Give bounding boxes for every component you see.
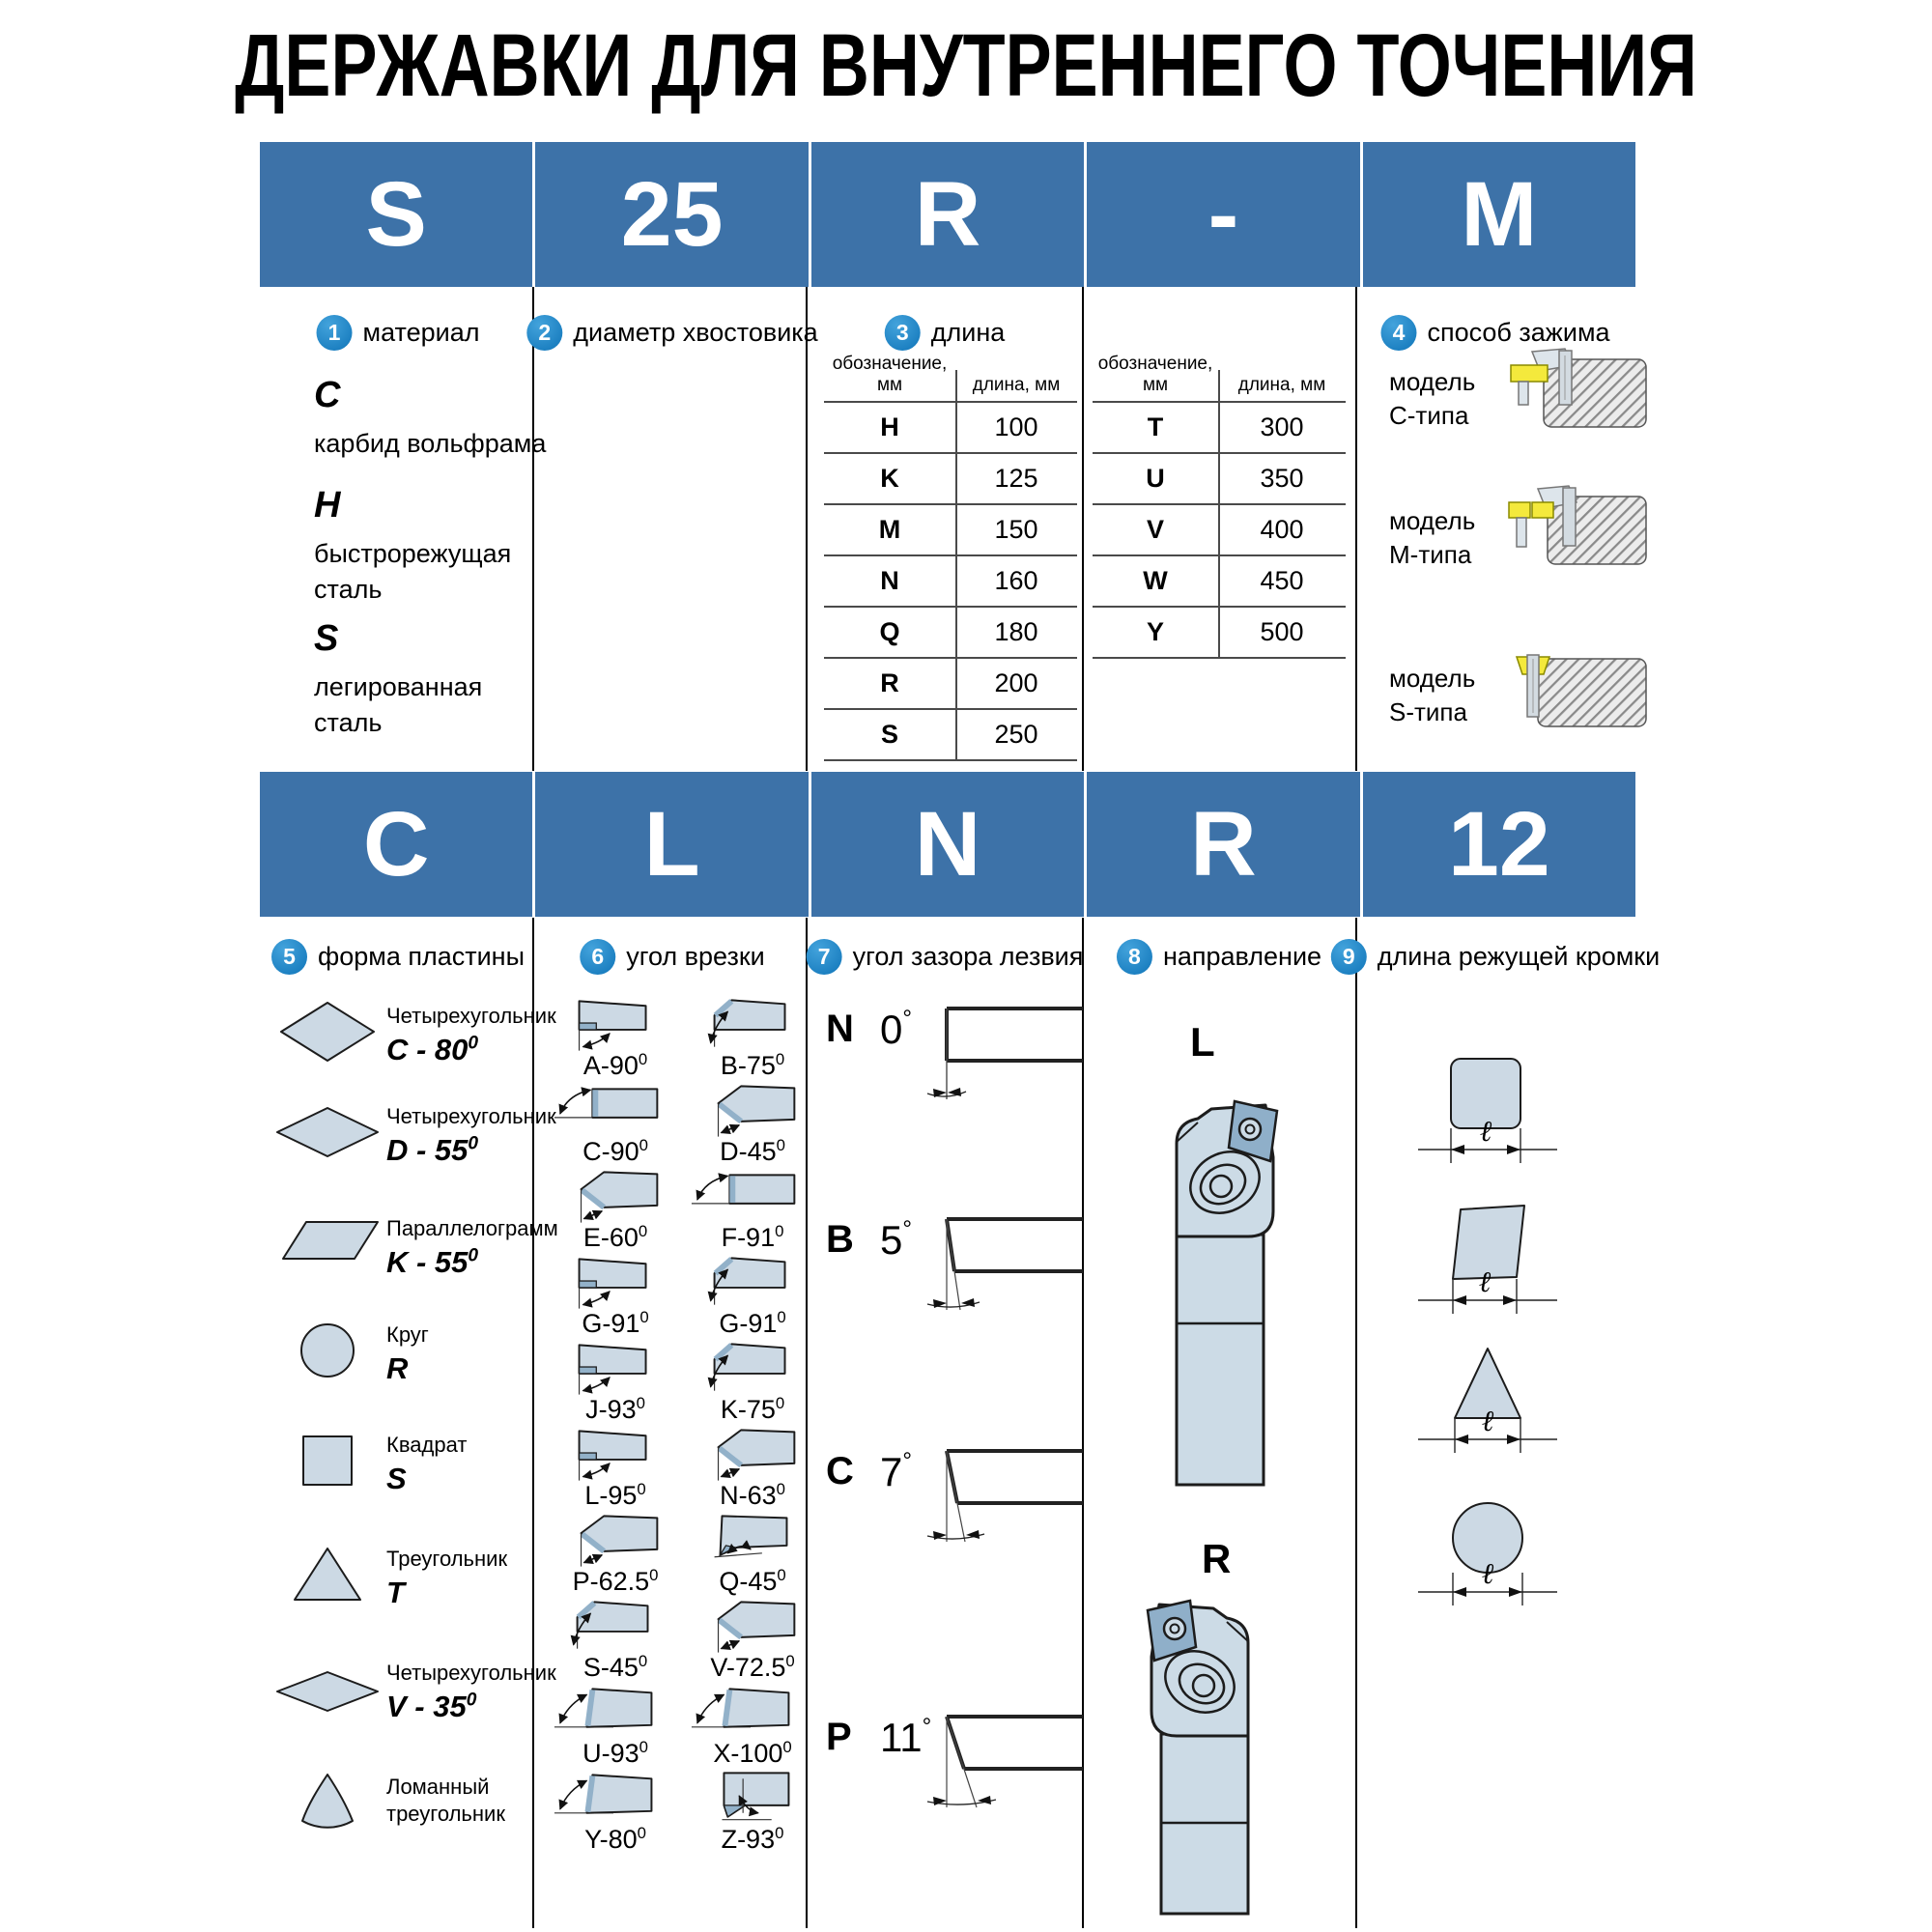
lead-angle-point-icon [688,1599,817,1660]
length-code: V [1146,515,1164,544]
svg-text:ℓ: ℓ [1481,1557,1494,1591]
svg-text:ℓ: ℓ [1479,1115,1492,1149]
clearance-angle-row [826,1708,1116,1833]
insert-shape-name: Ломанный треугольник [386,1775,505,1826]
insert-shape-name: Четырехугольник [386,1661,556,1685]
length-value: 300 [1260,412,1304,441]
length-code: Q [879,617,900,646]
lead-angle-label: $Z-93^0$ [721,1824,784,1854]
section-heading [1117,939,1321,975]
insert-shape-name: Четырехугольник [386,1104,556,1128]
length-table-row [824,556,1077,608]
divider-line [1355,287,1357,771]
lead-angle-label: V-72.5$^0$ [710,1652,795,1682]
direction-label-l: L [1190,1019,1215,1065]
lead-angle-step-icon [551,997,680,1058]
clearance-code: C [826,1450,854,1492]
material-desc: карбид вольфрама [314,429,547,458]
insert-shape-label [386,1546,507,1610]
insert-shape-code: K - $55^0$ [386,1245,479,1279]
insert-shape-label [386,1432,467,1496]
length-table [1093,354,1346,659]
trigon-icon [273,1772,382,1838]
lead-angle-point-icon [551,1169,680,1230]
lead-angle-label: $S-45^0$ [582,1652,648,1682]
clearance-angle-row [826,1000,1116,1125]
insert-shape-label [386,1774,505,1828]
section-heading-label: длина режущей кромки [1377,942,1661,971]
section-heading-label: способ зажима [1427,318,1610,347]
lead-angle-label: $Q-45^0$ [719,1566,786,1596]
length-code: S [880,720,898,749]
length-code: W [1143,566,1168,595]
length-code: T [1147,412,1164,441]
insert-shape-name: Треугольник [386,1547,508,1571]
divider-line [806,287,808,771]
lead-angle-vert-icon [688,1169,817,1230]
lead-angle-label: $D-45^0$ [720,1136,785,1166]
length-value: 500 [1260,617,1304,646]
designation-cell-top: 25 [535,142,808,287]
edge-length-circle-icon [1403,1488,1573,1620]
designation-cell-top: R [811,142,1084,287]
insert-shape-code: S [386,1462,407,1495]
material-item [314,485,584,608]
page-title: ДЕРЖАВКИ ДЛЯ ВНУТРЕННЕГО ТОЧЕНИЯ [235,16,1697,116]
lead-angle-label: $E-60^0$ [582,1222,648,1252]
col-header: длина, мм [972,375,1061,395]
col-header: обозначение, мм [832,354,948,395]
length-table-row [824,608,1077,659]
section-heading [1331,939,1660,975]
designation-cell-top: S [260,142,532,287]
section-number-badge: 4 [1380,315,1416,351]
section-number-badge: 7 [807,939,842,975]
section-heading [807,939,1084,975]
insert-shape-label [386,1321,429,1386]
material-item [314,618,584,741]
length-value: 180 [994,617,1038,646]
insert-shape-code: V - $35^0$ [386,1690,477,1723]
lead-angle-label: $N-63^0$ [720,1480,785,1510]
insert-shape-name: Круг [386,1322,429,1347]
length-value: 400 [1260,515,1304,544]
length-value: 250 [994,720,1038,749]
lead-angle-step-icon [551,1427,680,1488]
length-value: 450 [1260,566,1304,595]
lead-angle-label: $F-91^0$ [721,1222,784,1252]
direction-label-r: R [1202,1536,1232,1581]
length-code: Y [1146,617,1164,646]
length-value: 150 [994,515,1038,544]
lead-angle-label: $K-75^0$ [720,1394,785,1424]
material-desc: быстрорежущая сталь [314,539,512,604]
triangle-icon [273,1544,382,1610]
edge-length-triangle-icon [1403,1335,1573,1467]
lead-angle-bevel-icon [688,997,817,1058]
clearance-value: 0° [880,1006,912,1052]
insert-shape-name: Параллелограмм [386,1216,558,1240]
insert-shape-code: T [386,1576,405,1609]
lead-angle-slant-icon [551,1685,680,1746]
insert-shape-label [386,1003,556,1067]
length-code: K [880,464,899,493]
clearance-angle-row [826,1210,1116,1336]
diamond-55-icon [273,1101,382,1168]
lead-angle-label: $J-93^0$ [585,1394,645,1424]
section-number-badge: 3 [885,315,921,351]
insert-shape-label [386,1103,556,1168]
clearance-value: 7° [880,1448,912,1494]
clamp-c-type-icon [1505,346,1650,436]
section-number-badge: 6 [580,939,615,975]
table-divider [955,370,957,761]
svg-text:ℓ: ℓ [1481,1405,1494,1438]
designation-cell-bottom: N [811,772,1084,917]
section-number-badge: 1 [317,315,353,351]
col-header: обозначение, мм [1097,354,1213,395]
lead-angle-label: $B-75^0$ [720,1050,785,1080]
section-heading [885,315,1006,351]
section-heading-label: форма пластины [318,942,525,971]
length-value: 100 [994,412,1038,441]
lead-angle-bevel-icon [551,1599,680,1660]
section-heading [526,315,817,351]
lead-angle-bevel-icon [688,1255,817,1316]
lead-angle-point-icon [551,1513,680,1574]
clearance-code: N [826,1008,854,1050]
material-code: C [314,375,341,415]
designation-cell-bottom: R [1087,772,1359,917]
designation-cell-top: - [1087,142,1359,287]
edge-length-rhomboid-icon [1403,1196,1573,1328]
parallelogram-icon [273,1213,382,1280]
lead-angle-label: $C-90^0$ [582,1136,648,1166]
lead-angle-bevel-icon [688,1341,817,1402]
lead-angle-label: $Y-80^0$ [584,1824,646,1854]
clamp-model-label: модель M-типа [1389,506,1476,569]
length-value: 350 [1260,464,1304,493]
length-table-header [824,354,1077,403]
length-table-row [824,403,1077,454]
insert-shape-name: Четырехугольник [386,1004,556,1028]
clearance-code: P [826,1716,852,1758]
section-number-badge: 8 [1117,939,1152,975]
length-code: M [878,515,901,544]
edge-length-square-icon [1403,1045,1573,1178]
lead-angle-step-icon [551,1341,680,1402]
lead-angle-vert-icon [551,1083,680,1144]
toolholder-right-icon [1132,1599,1277,1924]
section-heading-label: диаметр хвостовика [573,318,818,347]
lead-angle-step-icon [551,1255,680,1316]
section-heading-label: материал [362,318,480,347]
section-heading [317,315,480,351]
clamp-model-label: модель C-типа [1389,367,1476,430]
designation-cell-bottom: 12 [1363,772,1635,917]
clearance-code: B [826,1218,854,1261]
material-code: S [314,618,339,659]
section-heading [580,939,765,975]
toolholder-left-icon [1148,1099,1293,1495]
lead-angle-label: $U-93^0$ [582,1738,648,1768]
lead-angle-label: $A-90^0$ [582,1050,648,1080]
diamond-35-icon [273,1658,382,1724]
insert-shape-label [386,1215,558,1280]
lead-angle-label: $G-91^0$ [582,1308,649,1338]
table-divider [1218,370,1220,659]
col-header: длина, мм [1237,375,1326,395]
insert-shape-code: D - $55^0$ [386,1133,479,1167]
lead-angle-notch-z-icon [688,1771,817,1832]
length-table-row [824,659,1077,710]
lead-angle-label: $X-100^0$ [713,1738,792,1768]
square-icon [273,1430,382,1496]
material-desc: легированная сталь [314,672,483,737]
section-number-badge: 9 [1331,939,1367,975]
material-item [314,375,584,462]
clamp-m-type-icon [1505,483,1650,573]
clearance-value: 11° [880,1714,932,1760]
designation-row-bottom [260,772,1635,917]
section-heading [271,939,525,975]
lead-angle-point-icon [688,1083,817,1144]
clamp-model-label: модель S-типа [1389,664,1476,726]
designation-cell-bottom: C [260,772,532,917]
length-code: H [880,412,899,441]
insert-shape-name: Квадрат [386,1433,468,1457]
insert-shape-label [386,1660,556,1724]
length-value: 200 [994,668,1038,697]
designation-cell-bottom: L [535,772,808,917]
length-value: 125 [994,464,1038,493]
section-number-badge: 5 [271,939,307,975]
circle-icon [273,1320,382,1386]
lead-angle-label: P-62.5$^0$ [572,1566,659,1596]
designation-cell-top: M [1363,142,1635,287]
lead-angle-label: $L-95^0$ [584,1480,646,1510]
clamp-s-type-icon [1505,645,1650,735]
length-code: N [880,566,899,595]
section-heading-label: угол врезки [626,942,765,971]
length-code: R [880,668,899,697]
diamond-80-icon [273,1001,382,1067]
section-heading-label: длина [930,318,1006,347]
length-table-row [824,505,1077,556]
divider-line [1082,287,1084,771]
lead-angle-notch-q-icon [688,1513,817,1574]
length-value: 160 [994,566,1038,595]
length-table [824,354,1077,761]
length-table-row [824,454,1077,505]
lead-angle-label: $G-91^0$ [719,1308,786,1338]
clearance-angle-row [826,1442,1116,1568]
section-number-badge: 2 [526,315,562,351]
length-code: U [1146,464,1165,493]
lead-angle-point-icon [688,1427,817,1488]
insert-shape-code: R [386,1351,409,1385]
section-heading-label: направление [1162,942,1322,971]
lead-angle-slant-icon [551,1771,680,1832]
section-heading-label: угол зазора лезвия [852,942,1084,971]
lead-angle-slant-icon [688,1685,817,1746]
divider-line [532,918,534,1928]
svg-text:ℓ: ℓ [1478,1265,1492,1299]
clearance-value: 5° [880,1216,912,1263]
designation-row-top [260,142,1635,287]
insert-shape-code: C - $80^0$ [386,1033,479,1066]
divider-line [1355,918,1357,1928]
material-code: H [314,485,341,526]
length-table-row [824,710,1077,761]
